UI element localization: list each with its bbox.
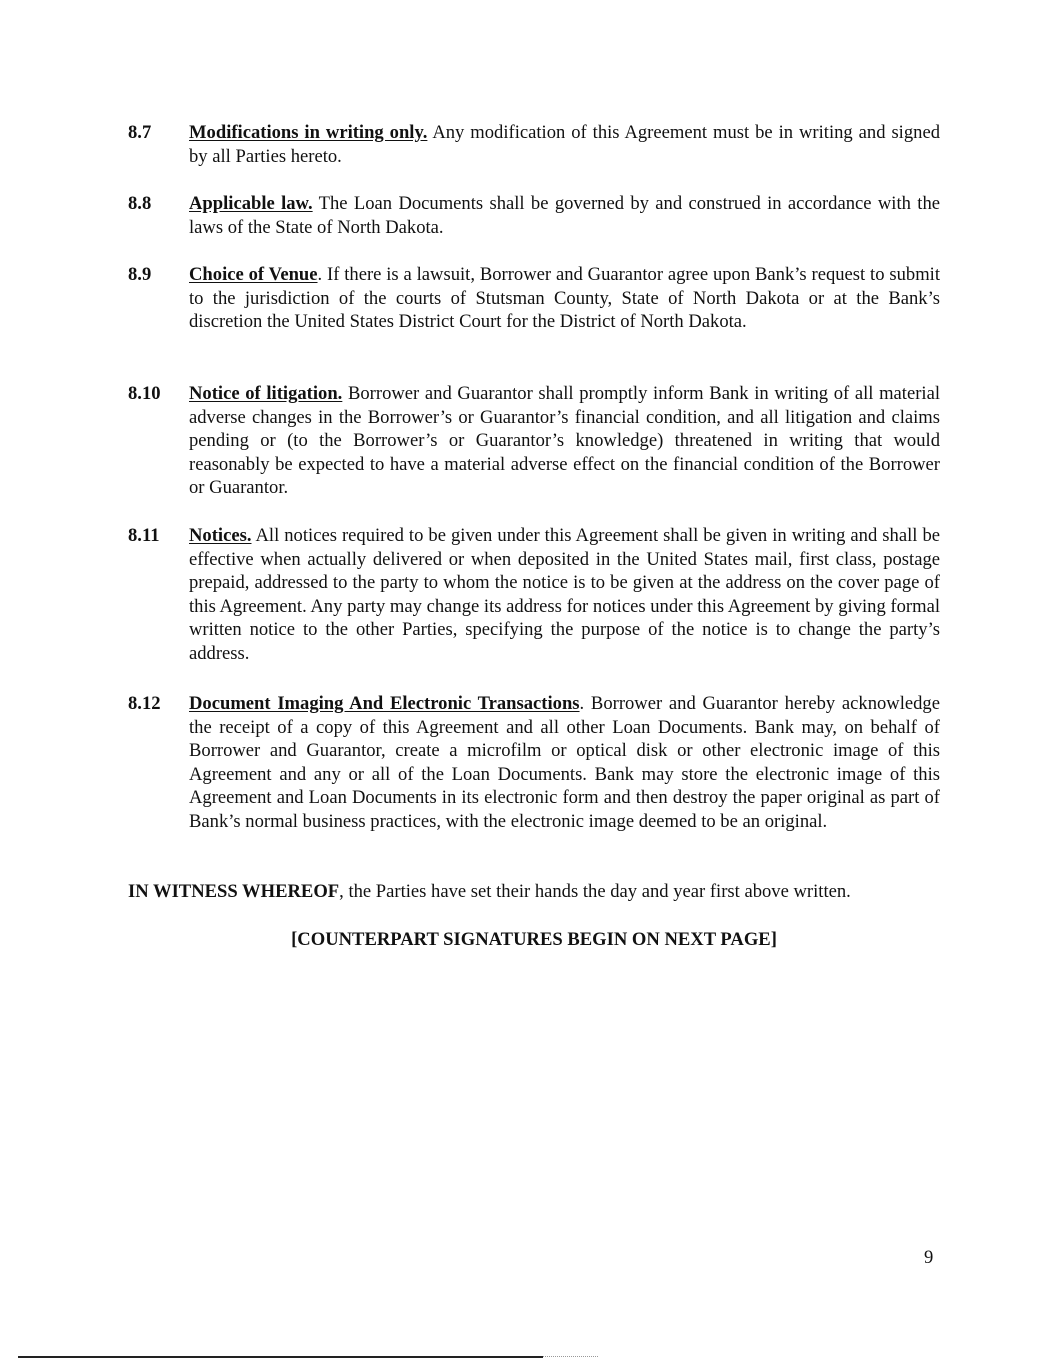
section-8-12 xyxy=(128,692,940,834)
section-body xyxy=(189,263,940,334)
section-8-9 xyxy=(128,263,940,334)
footer-rule xyxy=(18,1356,543,1358)
section-heading: Modifications in writing only. xyxy=(189,122,428,143)
section-number: 8.11 xyxy=(128,525,160,546)
section-heading: Applicable law. xyxy=(189,193,313,214)
section-number: 8.7 xyxy=(128,122,152,143)
section-body xyxy=(189,524,940,666)
section-body xyxy=(189,121,940,168)
section-heading: Notices. xyxy=(189,525,252,546)
section-number: 8.12 xyxy=(128,693,161,714)
section-body xyxy=(189,382,940,500)
section-8-11 xyxy=(128,524,940,666)
section-number: 8.8 xyxy=(128,193,152,214)
section-heading: Document Imaging And Electronic Transactions xyxy=(189,693,580,714)
section-text: Any modification of this Agreement must be in writing and signed by all Parties hereto. xyxy=(189,122,940,167)
section-heading: Choice of Venue xyxy=(189,264,318,285)
section-text: The Loan Documents shall be governed by and construed in accordance with the laws of the State of North Dakota. xyxy=(189,193,940,238)
section-heading: Notice of litigation. xyxy=(189,383,343,404)
counterpart-notice: [COUNTERPART SIGNATURES BEGIN ON NEXT PAGE] xyxy=(291,929,777,950)
witness-clause xyxy=(128,880,940,904)
witness-clause-bold: IN WITNESS WHEREOF xyxy=(128,881,340,902)
footer-dotted-rule xyxy=(543,1356,598,1357)
section-8-8 xyxy=(128,192,940,239)
section-text: Borrower and Guarantor shall promptly inform Bank in writing of all material adverse changes in the Borrower’s or Guarantor’s financial condition, and all litigation and claims pending or (to the Borrower’s or Guarantor’s knowledge) threatened in writing that would reasonably be expected to have a material adverse effect on the financial condition of the Borrower or Guarantor. xyxy=(189,383,940,499)
witness-clause-text: , the Parties have set their hands the day and year first above written. xyxy=(339,881,851,902)
section-body xyxy=(189,192,940,239)
section-number: 8.10 xyxy=(128,383,161,404)
section-text: All notices required to be given under this Agreement shall be given in writing and shall be effective when actually delivered or when deposited in the United States mail, first class, postage prepaid, addressed to the party to whom the notice is to be given at the address on the cover page of this Agreement. Any party may change its address for notices under this Agreement by giving formal written notice to the other Parties, specifying the purpose of the notice is to change the party’s address. xyxy=(189,525,940,664)
section-text: . If there is a lawsuit, Borrower and Guarantor agree upon Bank’s request to submit to the jurisdiction of the courts of Stutsman County, State of North Dakota or at the Bank’s discretion the United States District Court for the District of North Dakota. xyxy=(189,264,940,333)
section-number: 8.9 xyxy=(128,264,152,285)
page-number: 9 xyxy=(924,1247,934,1268)
section-8-10 xyxy=(128,382,940,500)
section-body xyxy=(189,692,940,834)
section-text: . Borrower and Guarantor hereby acknowledge the receipt of a copy of this Agreement and all other Loan Documents. Bank may, on behalf of Borrower and Guarantor, create a microfilm or optical disk or other electronic image of this Agreement and any or all of the Loan Documents. Bank may store the electronic image of this Agreement and Loan Documents in its electronic form and then destroy the paper original as part of Bank’s normal business practices, with the electronic image deemed to be an original. xyxy=(189,693,940,832)
section-8-7 xyxy=(128,121,940,168)
